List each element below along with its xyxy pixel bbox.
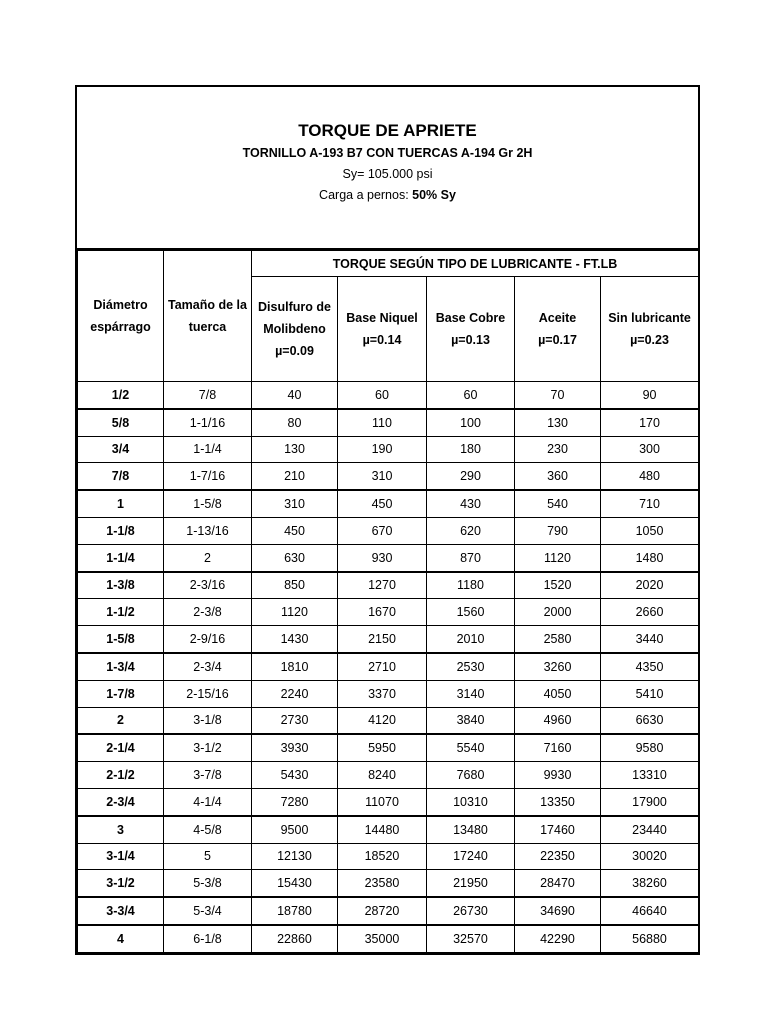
table-cell: 3-3/4	[78, 897, 164, 925]
table-cell: 1180	[427, 572, 515, 599]
table-cell: 2730	[252, 707, 338, 734]
table-cell: 30020	[601, 843, 699, 870]
table-cell: 60	[427, 382, 515, 409]
table-cell: 310	[252, 490, 338, 517]
table-cell: 130	[515, 409, 601, 436]
table-cell: 2710	[338, 653, 427, 680]
table-cell: 2010	[427, 626, 515, 653]
table-cell: 22860	[252, 925, 338, 952]
lubricant-name: Base Cobre	[435, 311, 506, 325]
table-cell: 480	[601, 463, 699, 490]
table-cell: 620	[427, 517, 515, 544]
header-lubricant	[338, 277, 427, 382]
table-cell: 13310	[601, 762, 699, 789]
table-cell: 3	[78, 816, 164, 843]
table-cell: 790	[515, 517, 601, 544]
table-cell: 13480	[427, 816, 515, 843]
bolt-load-label: Carga a pernos:	[319, 188, 413, 202]
table-cell: 21950	[427, 870, 515, 897]
table-cell: 3840	[427, 707, 515, 734]
table-cell: 6630	[601, 707, 699, 734]
table-cell: 22350	[515, 843, 601, 870]
table-cell: 100	[427, 409, 515, 436]
table-cell: 13350	[515, 788, 601, 815]
table-cell: 18520	[338, 843, 427, 870]
table-row	[78, 517, 699, 544]
table-cell: 1480	[601, 544, 699, 571]
table-cell: 5/8	[78, 409, 164, 436]
document-title: TORQUE DE APRIETE	[298, 121, 477, 140]
bolt-load	[77, 185, 698, 206]
table-cell: 1430	[252, 626, 338, 653]
table-cell: 450	[252, 517, 338, 544]
lubricant-mu: µ=0.17	[538, 333, 577, 347]
table-cell: 130	[252, 436, 338, 463]
table-cell: 3-1/2	[164, 734, 252, 761]
table-cell: 2580	[515, 626, 601, 653]
table-cell: 4050	[515, 680, 601, 707]
table-row	[78, 897, 699, 925]
table-cell: 300	[601, 436, 699, 463]
table-row	[78, 788, 699, 815]
table-cell: 210	[252, 463, 338, 490]
lubricant-name: Base Niquel	[346, 311, 418, 325]
table-cell: 290	[427, 463, 515, 490]
table-cell: 2000	[515, 599, 601, 626]
table-cell: 3140	[427, 680, 515, 707]
table-row	[78, 680, 699, 707]
table-cell: 70	[515, 382, 601, 409]
table-cell: 7680	[427, 762, 515, 789]
table-cell: 180	[427, 436, 515, 463]
table-cell: 1-1/2	[78, 599, 164, 626]
table-cell: 28720	[338, 897, 427, 925]
table-cell: 42290	[515, 925, 601, 952]
lubricant-name: Aceite	[538, 311, 577, 325]
table-cell: 2-3/16	[164, 572, 252, 599]
table-cell: 1-3/8	[78, 572, 164, 599]
table-cell: 3370	[338, 680, 427, 707]
table-row	[78, 734, 699, 761]
table-cell: 23440	[601, 816, 699, 843]
table-cell: 60	[338, 382, 427, 409]
table-cell: 2660	[601, 599, 699, 626]
table-cell: 1-7/16	[164, 463, 252, 490]
lubricant-mu: µ=0.09	[275, 344, 314, 358]
table-cell: 310	[338, 463, 427, 490]
table-cell: 1810	[252, 653, 338, 680]
table-cell: 2-1/2	[78, 762, 164, 789]
table-cell: 23580	[338, 870, 427, 897]
table-cell: 7280	[252, 788, 338, 815]
table-row	[78, 707, 699, 734]
table-cell: 5430	[252, 762, 338, 789]
table-cell: 5-3/8	[164, 870, 252, 897]
table-cell: 1-1/4	[164, 436, 252, 463]
table-cell: 4120	[338, 707, 427, 734]
table-cell: 2-3/4	[164, 653, 252, 680]
table-cell: 9930	[515, 762, 601, 789]
table-cell: 4-5/8	[164, 816, 252, 843]
table-cell: 35000	[338, 925, 427, 952]
table-cell: 3440	[601, 626, 699, 653]
table-row	[78, 544, 699, 571]
lubricant-name: Disulfuro de Molibdeno	[258, 300, 331, 336]
table-cell: 17900	[601, 788, 699, 815]
header-tamano: Tamaño de la tuerca	[164, 251, 252, 382]
table-cell: 3930	[252, 734, 338, 761]
table-cell: 3-1/8	[164, 707, 252, 734]
table-cell: 1560	[427, 599, 515, 626]
yield-strength: Sy= 105.000 psi	[342, 167, 433, 181]
header-lubricant	[601, 277, 699, 382]
bolt-spec: TORNILLO A-193 B7 CON TUERCAS A-194 Gr 2H	[242, 146, 533, 160]
lubricant-mu: µ=0.13	[451, 333, 490, 347]
table-cell: 1-13/16	[164, 517, 252, 544]
table-cell: 1-1/16	[164, 409, 252, 436]
table-row	[78, 409, 699, 436]
table-cell: 4-1/4	[164, 788, 252, 815]
table-cell: 7/8	[164, 382, 252, 409]
table-cell: 9580	[601, 734, 699, 761]
table-cell: 2	[164, 544, 252, 571]
table-cell: 4350	[601, 653, 699, 680]
table-cell: 2-9/16	[164, 626, 252, 653]
table-row	[78, 843, 699, 870]
header-lubricant	[252, 277, 338, 382]
table-row	[78, 599, 699, 626]
table-cell: 360	[515, 463, 601, 490]
table-cell: 1270	[338, 572, 427, 599]
header-diametro: Diámetro espárrago	[78, 251, 164, 382]
table-cell: 1120	[515, 544, 601, 571]
table-cell: 9500	[252, 816, 338, 843]
header-lubricant	[515, 277, 601, 382]
table-cell: 17460	[515, 816, 601, 843]
table-cell: 4	[78, 925, 164, 952]
table-cell: 7160	[515, 734, 601, 761]
table-cell: 3260	[515, 653, 601, 680]
table-row	[78, 653, 699, 680]
table-cell: 90	[601, 382, 699, 409]
table-cell: 18780	[252, 897, 338, 925]
table-cell: 2	[78, 707, 164, 734]
table-cell: 1-1/4	[78, 544, 164, 571]
table-cell: 1-7/8	[78, 680, 164, 707]
table-cell: 4960	[515, 707, 601, 734]
table-cell: 1520	[515, 572, 601, 599]
table-row	[78, 490, 699, 517]
header-lubricant	[427, 277, 515, 382]
table-cell: 10310	[427, 788, 515, 815]
table-cell: 1-3/4	[78, 653, 164, 680]
table-cell: 110	[338, 409, 427, 436]
table-cell: 5540	[427, 734, 515, 761]
table-row	[78, 382, 699, 409]
table-cell: 1050	[601, 517, 699, 544]
table-cell: 2-3/4	[78, 788, 164, 815]
table-cell: 5-3/4	[164, 897, 252, 925]
table-cell: 46640	[601, 897, 699, 925]
table-cell: 3-1/4	[78, 843, 164, 870]
table-cell: 40	[252, 382, 338, 409]
table-cell: 5	[164, 843, 252, 870]
table-cell: 930	[338, 544, 427, 571]
table-cell: 1-5/8	[78, 626, 164, 653]
table-cell: 2020	[601, 572, 699, 599]
lubricant-name: Sin lubricante	[608, 311, 691, 325]
title-block	[77, 87, 698, 250]
table-row	[78, 762, 699, 789]
table-cell: 1-5/8	[164, 490, 252, 517]
table-cell: 850	[252, 572, 338, 599]
table-row	[78, 463, 699, 490]
torque-table-body	[78, 382, 699, 953]
torque-sheet	[75, 85, 700, 955]
table-cell: 1120	[252, 599, 338, 626]
table-row	[78, 870, 699, 897]
table-cell: 15430	[252, 870, 338, 897]
lubricant-mu: µ=0.23	[630, 333, 669, 347]
table-cell: 28470	[515, 870, 601, 897]
table-cell: 1-1/8	[78, 517, 164, 544]
table-cell: 32570	[427, 925, 515, 952]
table-cell: 80	[252, 409, 338, 436]
table-cell: 6-1/8	[164, 925, 252, 952]
table-row	[78, 816, 699, 843]
table-cell: 230	[515, 436, 601, 463]
table-cell: 26730	[427, 897, 515, 925]
table-cell: 2150	[338, 626, 427, 653]
table-cell: 1670	[338, 599, 427, 626]
table-cell: 710	[601, 490, 699, 517]
table-cell: 38260	[601, 870, 699, 897]
table-cell: 2-3/8	[164, 599, 252, 626]
table-row	[78, 626, 699, 653]
header-lubricant-group: TORQUE SEGÚN TIPO DE LUBRICANTE - FT.LB	[252, 251, 699, 277]
table-cell: 3-7/8	[164, 762, 252, 789]
table-cell: 12130	[252, 843, 338, 870]
table-cell: 11070	[338, 788, 427, 815]
table-cell: 2-1/4	[78, 734, 164, 761]
table-cell: 170	[601, 409, 699, 436]
table-cell: 450	[338, 490, 427, 517]
table-row	[78, 925, 699, 952]
table-cell: 870	[427, 544, 515, 571]
table-cell: 5410	[601, 680, 699, 707]
table-cell: 34690	[515, 897, 601, 925]
table-cell: 3/4	[78, 436, 164, 463]
table-cell: 17240	[427, 843, 515, 870]
table-cell: 7/8	[78, 463, 164, 490]
table-cell: 430	[427, 490, 515, 517]
table-cell: 1/2	[78, 382, 164, 409]
bolt-load-value: 50% Sy	[412, 188, 456, 202]
table-cell: 1	[78, 490, 164, 517]
torque-table	[77, 250, 699, 953]
table-row	[78, 572, 699, 599]
table-cell: 670	[338, 517, 427, 544]
table-cell: 2-15/16	[164, 680, 252, 707]
table-cell: 190	[338, 436, 427, 463]
lubricant-mu: µ=0.14	[362, 333, 402, 347]
table-cell: 630	[252, 544, 338, 571]
table-cell: 540	[515, 490, 601, 517]
table-cell: 2240	[252, 680, 338, 707]
table-cell: 2530	[427, 653, 515, 680]
table-row	[78, 436, 699, 463]
table-cell: 56880	[601, 925, 699, 952]
table-cell: 3-1/2	[78, 870, 164, 897]
table-cell: 8240	[338, 762, 427, 789]
table-cell: 5950	[338, 734, 427, 761]
table-cell: 14480	[338, 816, 427, 843]
